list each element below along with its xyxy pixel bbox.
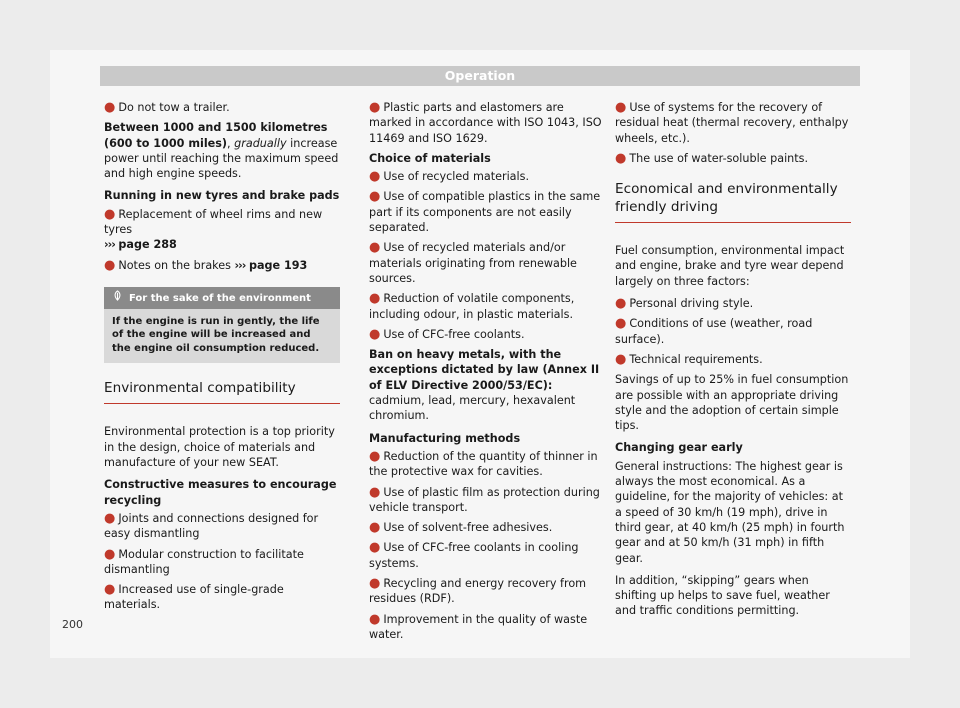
bullet-icon: ● [369,326,381,342]
subheading: Constructive measures to encourage recycling [104,478,337,507]
subheading: Manufacturing methods [369,431,521,445]
column-2 [369,100,605,647]
bullet-icon: ● [615,150,627,166]
bullet-icon: ● [369,291,381,307]
bullet-icon: ● [369,169,381,185]
list-item: ● Use of CFC-free coolants in cooling systems. [369,540,579,570]
section-heading: Economical and environmentally friendly driving [615,180,851,223]
bullet-icon: ● [104,546,116,562]
bullet-icon: ● [104,206,116,222]
bullet-icon: ● [369,189,381,205]
environment-note-body: If the engine is run in gently, the life of the engine will be increased and the engine oil consumption reduced. [112,315,320,354]
bullet-icon: ● [369,100,381,115]
subheading: Changing gear early [615,441,743,455]
bullet-icon: ● [369,576,381,592]
page-ref-arrow: ››› [104,238,115,252]
list-item: ● Modular construction to facilitate dismantling [104,546,304,576]
bullet-icon: ● [615,351,627,367]
list-item: ● Joints and connections designed for easy dismantling [104,510,319,541]
page-header: Operation [100,66,860,86]
list-item: ● Improvement in the quality of waste water. [369,611,588,641]
list-item: ● Plastic parts and elastomers are marked in accordance with ISO 1043, ISO 11469 and ISO 1629. [369,100,602,145]
paragraph: Savings of up to 25% in fuel consumption are possible with an appropriate driving style and the adoption of certain simple tips. [615,373,849,433]
list-item: ● Use of recycled materials and/or materials originating from renewable sources. [369,240,577,285]
list-item: ● The use of water-soluble paints. [615,150,809,166]
bullet-icon: ● [615,316,627,332]
paragraph: In addition, “skipping” gears when shifting up helps to save fuel, weather and traffic conditions permitting. [615,573,830,618]
list-item: ● Reduction of the quantity of thinner in the protective wax for cavities. [369,448,598,479]
paragraph: Ban on heavy metals, with the exceptions dictated by law (Annex II of ELV Directive 2000/53/EC): cadmium, lead, mercury, hexavalent chromium. [369,348,600,423]
list-item: ● Use of CFC-free coolants. [369,326,525,342]
bullet-icon: ● [369,240,381,256]
section-heading: Environmental compatibility [104,379,340,404]
environment-note-box [104,287,340,364]
list-item: ● Increased use of single-grade materials. [104,582,284,612]
list-item: ● Technical requirements. [615,351,763,367]
list-item: ● Reduction of volatile components, including odour, in plastic materials. [369,291,575,321]
list-item: ● Do not tow a trailer. [104,100,230,115]
bullet-icon: ● [369,611,381,627]
bullet-icon: ● [104,582,116,598]
bullet-icon: ● [615,296,627,312]
bullet-icon: ● [369,484,381,500]
page-ref-link[interactable]: page 288 [118,238,177,252]
bullet-icon: ● [104,257,116,273]
paragraph: General instructions: The highest gear is always the most economical. As a guideline, for the majority of vehicles: at a speed of 30 km/h (19 mph), drive in third gear, at 40 km/h (25 mph) in fourth gear and at 50 km/h (31 mph) in fifth gear. [615,459,845,565]
leaf-icon [112,290,123,306]
list-item: ● Use of compatible plastics in the same part if its components are not easily separated. [369,189,601,235]
page-number: 200 [62,618,83,631]
bullet-icon: ● [104,100,116,115]
list-item: ● Notes on the brakes ››› page 193 [104,257,308,273]
manual-page [50,50,910,658]
list-item: ● Use of plastic film as protection during vehicle transport. [369,484,600,514]
subheading: Running in new tyres and brake pads [104,189,340,203]
page-ref-link[interactable]: page 193 [248,258,308,272]
paragraph: Fuel consumption, environmental impact and engine, brake and tyre wear depend largely on three factors: [615,244,845,288]
bullet-icon: ● [369,540,381,556]
paragraph: Between 1000 and 1500 kilometres (600 to 1000 miles), gradually increase power until reaching the maximum speed and high engine speeds. [104,121,339,181]
list-item: ● Replacement of wheel rims and new tyres ››› page 288 [104,206,323,252]
environment-note-header: For the sake of the environment [104,287,340,309]
list-item: ● Recycling and energy recovery from residues (RDF). [369,576,587,606]
list-item: ● Use of recycled materials. [369,169,530,185]
bullet-icon: ● [369,448,381,464]
paragraph: Environmental protection is a top priority in the design, choice of materials and manufacture of your new SEAT. [104,425,335,470]
list-item: ● Use of solvent-free adhesives. [369,520,553,536]
bullet-icon: ● [369,520,381,536]
bullet-icon: ● [104,510,116,526]
list-item: ● Conditions of use (weather, road surface). [615,316,813,346]
page-ref-arrow: ››› [234,258,246,272]
column-3 [615,100,851,626]
column-1 [104,100,340,618]
bullet-icon: ● [615,100,627,115]
subheading: Choice of materials [369,151,491,165]
list-item: ● Personal driving style. [615,296,754,312]
list-item: ● Use of systems for the recovery of residual heat (thermal recovery, enthalpy wheels, etc.). [615,100,849,145]
